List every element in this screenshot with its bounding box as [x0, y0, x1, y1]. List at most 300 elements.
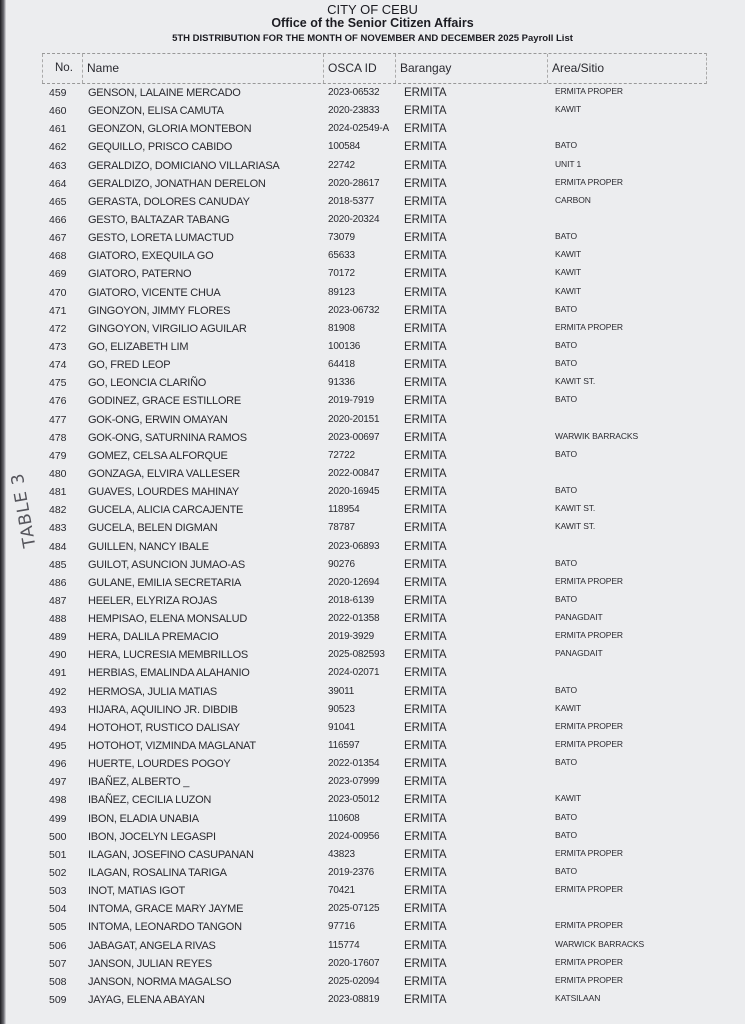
osca-id: 118954: [328, 504, 360, 516]
area-sitio: KAWIT: [555, 104, 582, 115]
osca-id: 78787: [328, 522, 355, 534]
area-sitio: ERMITA PROPER: [555, 321, 623, 332]
osca-id: 2022-00847: [328, 467, 380, 479]
row-number: 484: [49, 540, 67, 553]
beneficiary-name: GONZAGA, ELVIRA VALLESER: [88, 467, 240, 480]
row-number: 482: [49, 504, 67, 517]
beneficiary-name: GERASTA, DOLORES CANUDAY: [88, 195, 250, 208]
barangay: ERMITA: [404, 177, 447, 190]
beneficiary-name: GINGOYON, JIMMY FLORES: [88, 304, 231, 317]
area-sitio: WARWICK BARRACKS: [555, 938, 645, 949]
barangay: ERMITA: [404, 141, 447, 154]
barangay: ERMITA: [404, 631, 447, 644]
beneficiary-name: GIATORO, EXEQUILA GO: [88, 250, 214, 263]
barangay: ERMITA: [404, 504, 447, 517]
beneficiary-name: HOTOHOT, RUSTICO DALISAY: [88, 721, 240, 734]
barangay: ERMITA: [404, 794, 447, 807]
area-sitio: ERMITA PROPER: [555, 720, 623, 731]
beneficiary-name: GOK-ONG, SATURNINA RAMOS: [88, 431, 247, 444]
beneficiary-name: ILAGAN, ROSALINA TARIGA: [88, 867, 227, 880]
area-sitio: ERMITA PROPER: [555, 956, 623, 967]
row-number: 459: [49, 87, 67, 99]
barangay: ERMITA: [404, 286, 447, 299]
osca-id: 70172: [328, 268, 355, 280]
barangay: ERMITA: [404, 848, 447, 861]
beneficiary-name: GUILLEN, NANCY IBALE: [88, 540, 209, 553]
row-number: 472: [49, 322, 67, 335]
osca-id: 2020-20324: [328, 213, 380, 225]
beneficiary-name: INOT, MATIAS IGOT: [88, 885, 185, 898]
column-header-osca-id: OSCA ID: [323, 54, 395, 83]
area-sitio: BATO: [555, 557, 577, 568]
osca-id: 115774: [328, 939, 360, 951]
beneficiary-name: GO, FRED LEOP: [88, 359, 171, 372]
barangay: ERMITA: [404, 159, 447, 172]
row-number: 478: [49, 431, 67, 444]
beneficiary-name: HERBIAS, EMALINDA ALAHANIO: [88, 667, 250, 680]
beneficiary-name: JANSON, NORMA MAGALSO: [88, 975, 232, 988]
row-number: 461: [49, 123, 67, 136]
area-sitio: KAWIT ST.: [555, 376, 596, 387]
barangay: ERMITA: [404, 304, 447, 317]
barangay: ERMITA: [404, 268, 447, 281]
area-sitio: KAWIT: [555, 702, 582, 713]
row-number: 464: [49, 177, 67, 190]
area-sitio: ERMITA PROPER: [555, 575, 623, 586]
beneficiary-name: GERALDIZO, JONATHAN DERELON: [88, 177, 266, 190]
table-row: [0, 193, 745, 211]
barangay: ERMITA: [404, 413, 447, 426]
row-number: 491: [49, 667, 67, 680]
area-sitio: BATO: [555, 866, 577, 877]
barangay: ERMITA: [404, 721, 447, 734]
row-number: 493: [49, 703, 67, 716]
column-header-area: Area/Sitio: [547, 54, 706, 83]
osca-id: 2020-28617: [328, 177, 380, 189]
beneficiary-name: GUAVES, LOURDES MAHINAY: [88, 486, 239, 499]
barangay: ERMITA: [404, 740, 447, 753]
osca-id: 72722: [328, 449, 355, 461]
beneficiary-name: GOK-ONG, ERWIN OMAYAN: [88, 413, 228, 426]
barangay: ERMITA: [404, 486, 447, 499]
osca-id: 110608: [328, 812, 360, 824]
row-number: 504: [49, 903, 67, 916]
beneficiary-name: JAYAG, ELENA ABAYAN: [88, 994, 205, 1006]
table-row: [0, 556, 745, 574]
row-number: 501: [49, 848, 67, 861]
osca-id: 2018-5377: [328, 195, 375, 207]
barangay: ERMITA: [404, 994, 447, 1006]
barangay: ERMITA: [404, 576, 447, 589]
barangay: ERMITA: [404, 830, 447, 843]
table-row: [0, 991, 745, 1009]
barangay: ERMITA: [404, 975, 447, 988]
table-row: [0, 538, 745, 556]
barangay: ERMITA: [404, 867, 447, 880]
table-row: [0, 973, 745, 991]
table-row: [0, 338, 745, 356]
osca-id: 2025-02094: [328, 975, 380, 987]
beneficiary-name: GERALDIZO, DOMICIANO VILLARIASA: [88, 159, 280, 172]
table-row: [0, 247, 745, 265]
area-sitio: ERMITA PROPER: [555, 974, 623, 985]
table-row: [0, 465, 745, 483]
barangay: ERMITA: [404, 921, 447, 934]
beneficiary-name: INTOMA, GRACE MARY JAYME: [88, 903, 244, 916]
area-sitio: KATSILAAN: [555, 993, 601, 1003]
beneficiary-name: GO, ELIZABETH LIM: [88, 340, 189, 353]
table-row: [0, 810, 745, 828]
table-row: [0, 592, 745, 610]
row-number: 505: [49, 921, 67, 934]
osca-id: 2019-2376: [328, 867, 375, 879]
beneficiary-name: GULANE, EMILIA SECRETARIA: [88, 576, 242, 589]
barangay: ERMITA: [404, 195, 447, 208]
beneficiary-name: HIJARA, AQUILINO JR. DIBDIB: [88, 703, 238, 716]
barangay: ERMITA: [404, 667, 447, 680]
barangay: ERMITA: [404, 613, 447, 626]
osca-id: 2020-23833: [328, 105, 380, 117]
row-number: 475: [49, 377, 67, 390]
row-number: 488: [49, 613, 67, 626]
row-number: 477: [49, 413, 67, 426]
row-number: 508: [49, 975, 67, 988]
area-sitio: KAWIT: [555, 267, 582, 278]
area-sitio: CARBON: [555, 194, 591, 205]
barangay: ERMITA: [404, 322, 447, 335]
beneficiary-name: GO, LEONCIA CLARIÑO: [88, 377, 207, 390]
area-sitio: ERMITA PROPER: [555, 86, 623, 96]
table-row: [0, 737, 745, 755]
beneficiary-name: GUCELA, BELEN DIGMAN: [88, 522, 218, 535]
barangay: ERMITA: [404, 213, 447, 226]
row-number: 499: [49, 812, 67, 825]
area-sitio: ERMITA PROPER: [555, 847, 623, 858]
row-number: 481: [49, 486, 67, 499]
beneficiary-name: JANSON, JULIAN REYES: [88, 957, 212, 970]
row-number: 494: [49, 721, 67, 734]
beneficiary-name: HUERTE, LOURDES POGOY: [88, 758, 231, 771]
barangay: ERMITA: [404, 123, 447, 136]
table-row: [0, 882, 745, 900]
barangay: ERMITA: [404, 359, 447, 372]
osca-id: 70421: [328, 885, 355, 897]
area-sitio: PANAGDAIT: [555, 612, 603, 623]
area-sitio: BATO: [555, 448, 577, 459]
table-row: [0, 157, 745, 175]
barangay: ERMITA: [404, 903, 447, 916]
beneficiary-name: IBON, JOCELYN LEGASPI: [88, 830, 216, 843]
osca-id: 2022-01358: [328, 613, 380, 625]
area-sitio: BATO: [555, 684, 577, 695]
beneficiary-name: GEONZON, ELISA CAMUTA: [88, 105, 224, 118]
row-number: 498: [49, 794, 67, 807]
barangay: ERMITA: [404, 467, 447, 480]
beneficiary-name: IBON, ELADIA UNABIA: [88, 812, 199, 825]
table-row: [0, 175, 745, 193]
row-number: 469: [49, 268, 67, 281]
osca-id: 2023-00697: [328, 431, 380, 443]
osca-id: 90523: [328, 703, 355, 715]
area-sitio: BATO: [555, 829, 577, 840]
barangay: ERMITA: [404, 449, 447, 462]
beneficiary-name: GESTO, BALTAZAR TABANG: [88, 213, 230, 226]
column-header-name: Name: [82, 54, 310, 83]
barangay: ERMITA: [404, 250, 447, 263]
area-sitio: ERMITA PROPER: [555, 176, 623, 187]
barangay: ERMITA: [404, 558, 447, 571]
beneficiary-name: GESTO, LORETA LUMACTUD: [88, 232, 234, 245]
row-number: 486: [49, 576, 67, 589]
beneficiary-name: ILAGAN, JOSEFINO CASUPANAN: [88, 848, 254, 861]
row-number: 496: [49, 758, 67, 771]
osca-id: 2020-20151: [328, 413, 380, 425]
table-row: [0, 284, 745, 302]
table-row: [0, 302, 745, 320]
osca-id: 2025-07125: [328, 903, 380, 915]
row-number: 470: [49, 286, 67, 299]
row-number: 497: [49, 776, 67, 789]
table-row: [0, 864, 745, 882]
table-row: [0, 701, 745, 719]
table-row: [0, 664, 745, 682]
table-row: [0, 719, 745, 737]
row-number: 507: [49, 957, 67, 970]
row-number: 479: [49, 449, 67, 462]
row-number: 465: [49, 195, 67, 208]
osca-id: 89123: [328, 286, 355, 298]
table-row: [0, 447, 745, 465]
row-number: 480: [49, 467, 67, 480]
beneficiary-name: IBAÑEZ, ALBERTO _: [88, 776, 190, 789]
osca-id: 100584: [328, 141, 361, 153]
beneficiary-name: HERA, DALILA PREMACIO: [88, 631, 219, 644]
row-number: 462: [49, 141, 67, 154]
city-title: CITY OF CEBU: [327, 2, 418, 17]
osca-id: 2025-082593: [328, 649, 385, 661]
osca-id: 43823: [328, 848, 355, 860]
barangay: ERMITA: [404, 87, 447, 99]
area-sitio: BATO: [555, 485, 577, 496]
barangay: ERMITA: [404, 957, 447, 970]
table-row: [0, 791, 745, 809]
barangay: ERMITA: [404, 703, 447, 716]
barangay: ERMITA: [404, 776, 447, 789]
area-sitio: BATO: [555, 358, 577, 369]
row-number: 483: [49, 522, 67, 535]
beneficiary-name: GUILOT, ASUNCION JUMAO-AS: [88, 558, 245, 571]
beneficiary-name: GODINEZ, GRACE ESTILLORE: [88, 395, 241, 408]
beneficiary-name: HERMOSA, JULIA MATIAS: [88, 685, 218, 698]
table-row: [0, 211, 745, 229]
area-sitio: KAWIT: [555, 793, 582, 804]
osca-id: 2022-01354: [328, 758, 380, 770]
row-number: 471: [49, 304, 67, 317]
osca-id: 91041: [328, 721, 355, 733]
osca-id: 2019-7919: [328, 395, 375, 407]
beneficiary-name: GEONZON, GLORIA MONTEBON: [88, 123, 252, 136]
table-row: [0, 574, 745, 592]
osca-id: 2020-17607: [328, 957, 380, 969]
table-row: [0, 356, 745, 374]
row-number: 500: [49, 830, 67, 843]
osca-id: 2023-08819: [328, 994, 380, 1005]
table-row: [0, 519, 745, 537]
area-sitio: UNIT 1: [555, 158, 582, 169]
table-row: [0, 646, 745, 664]
osca-id: 39011: [328, 685, 355, 697]
row-number: 509: [49, 994, 67, 1006]
area-sitio: ERMITA PROPER: [555, 920, 623, 931]
beneficiary-name: JABAGAT, ANGELA RIVAS: [88, 939, 216, 952]
area-sitio: PANAGDAIT: [555, 648, 603, 659]
osca-id: 2023-06732: [328, 304, 380, 316]
row-number: 503: [49, 885, 67, 898]
table-row: [0, 120, 745, 138]
row-number: 476: [49, 395, 67, 408]
row-number: 506: [49, 939, 67, 952]
beneficiary-name: GOMEZ, CELSA ALFORQUE: [88, 449, 228, 462]
beneficiary-name: GENSON, LALAINE MERCADO: [88, 87, 241, 99]
barangay: ERMITA: [404, 540, 447, 553]
osca-id: 2020-12694: [328, 576, 380, 588]
area-sitio: BATO: [555, 394, 577, 405]
table-row: [0, 610, 745, 628]
area-sitio: ERMITA PROPER: [555, 739, 623, 750]
table-row: [0, 483, 745, 501]
row-number: 463: [49, 159, 67, 172]
table-row: [0, 755, 745, 773]
beneficiary-name: HEMPISAO, ELENA MONSALUD: [88, 613, 248, 626]
beneficiary-name: GINGOYON, VIRGILIO AGUILAR: [88, 322, 247, 335]
row-number: 487: [49, 594, 67, 607]
barangay: ERMITA: [404, 105, 447, 118]
osca-id: 64418: [328, 359, 355, 371]
table-row: [0, 102, 745, 120]
table-row: [0, 828, 745, 846]
osca-id: 100136: [328, 340, 361, 352]
barangay: ERMITA: [404, 431, 447, 444]
row-number: 492: [49, 685, 67, 698]
table-header: [42, 53, 707, 84]
table-row: [0, 229, 745, 247]
osca-id: 90276: [328, 558, 355, 570]
osca-id: 97716: [328, 921, 355, 933]
osca-id: 65633: [328, 250, 355, 262]
area-sitio: KAWIT ST.: [555, 521, 596, 532]
table-row: [0, 429, 745, 447]
area-sitio: WARWIK BARRACKS: [555, 430, 639, 441]
osca-id: 2019-3929: [328, 631, 375, 643]
table-row: [0, 900, 745, 918]
row-number: 489: [49, 631, 67, 644]
area-sitio: KAWIT: [555, 249, 582, 260]
row-number: 460: [49, 105, 67, 118]
row-number: 467: [49, 232, 67, 245]
area-sitio: BATO: [555, 339, 577, 350]
beneficiary-name: HERA, LUCRESIA MEMBRILLOS: [88, 649, 249, 662]
document-subtitle: 5TH DISTRIBUTION FOR THE MONTH OF NOVEMBER AND DECEMBER 2025 Payroll List: [172, 33, 573, 44]
osca-id: 73079: [328, 232, 355, 244]
barangay: ERMITA: [404, 340, 447, 353]
area-sitio: ERMITA PROPER: [555, 884, 623, 895]
osca-id: 2023-06532: [328, 87, 380, 98]
table-row: [0, 374, 745, 392]
table-row: [0, 138, 745, 156]
row-number: 495: [49, 740, 67, 753]
beneficiary-name: GUCELA, ALICIA CARCAJENTE: [88, 504, 244, 517]
beneficiary-name: GIATORO, VICENTE CHUA: [88, 286, 221, 299]
barangay: ERMITA: [404, 812, 447, 825]
osca-id: 116597: [328, 740, 360, 752]
table-row: [0, 773, 745, 791]
osca-id: 2024-00956: [328, 830, 380, 842]
table-row: [0, 683, 745, 701]
barangay: ERMITA: [404, 522, 447, 535]
table-row: [0, 937, 745, 955]
table-row: [0, 846, 745, 864]
barangay: ERMITA: [404, 594, 447, 607]
barangay: ERMITA: [404, 685, 447, 698]
table-row: [0, 392, 745, 410]
area-sitio: BATO: [555, 593, 577, 604]
beneficiary-name: GIATORO, PATERNO: [88, 268, 192, 281]
osca-id: 2023-07999: [328, 776, 380, 788]
osca-id: 81908: [328, 322, 355, 334]
row-number: 468: [49, 250, 67, 263]
barangay: ERMITA: [404, 649, 447, 662]
row-number: 473: [49, 340, 67, 353]
area-sitio: BATO: [555, 231, 577, 242]
beneficiary-name: GEQUILLO, PRISCO CABIDO: [88, 141, 233, 154]
office-title: Office of the Senior Citizen Affairs: [271, 16, 474, 30]
table-row: [0, 265, 745, 283]
beneficiary-name: HEELER, ELYRIZA ROJAS: [88, 594, 218, 607]
osca-id: 2020-16945: [328, 486, 380, 498]
osca-id: 2024-02549-A: [328, 123, 389, 135]
barangay: ERMITA: [404, 377, 447, 390]
barangay: ERMITA: [404, 885, 447, 898]
barangay: ERMITA: [404, 939, 447, 952]
beneficiary-name: HOTOHOT, VIZMINDA MAGLANAT: [88, 740, 256, 753]
area-sitio: BATO: [555, 757, 577, 768]
osca-id: 2024-02071: [328, 667, 380, 679]
area-sitio: BATO: [555, 140, 577, 151]
row-number: 485: [49, 558, 67, 571]
handwritten-note: TABLE 3: [7, 470, 41, 550]
table-row: [0, 955, 745, 973]
osca-id: 91336: [328, 377, 355, 389]
area-sitio: KAWIT ST.: [555, 503, 596, 514]
row-number: 502: [49, 867, 67, 880]
table-row: [0, 501, 745, 519]
column-header-no: No.: [42, 54, 82, 83]
area-sitio: KAWIT: [555, 285, 582, 296]
column-header-barangay: Barangay: [395, 54, 547, 83]
osca-id: 2023-06893: [328, 540, 380, 552]
table-row: [0, 320, 745, 338]
row-number: 474: [49, 359, 67, 372]
area-sitio: BATO: [555, 303, 577, 314]
area-sitio: ERMITA PROPER: [555, 630, 623, 641]
table-row: [0, 84, 745, 102]
osca-id: 22742: [328, 159, 355, 171]
osca-id: 2018-6139: [328, 594, 375, 606]
area-sitio: BATO: [555, 811, 577, 822]
beneficiary-name: INTOMA, LEONARDO TANGON: [88, 921, 242, 934]
barangay: ERMITA: [404, 395, 447, 408]
row-number: 466: [49, 213, 67, 226]
